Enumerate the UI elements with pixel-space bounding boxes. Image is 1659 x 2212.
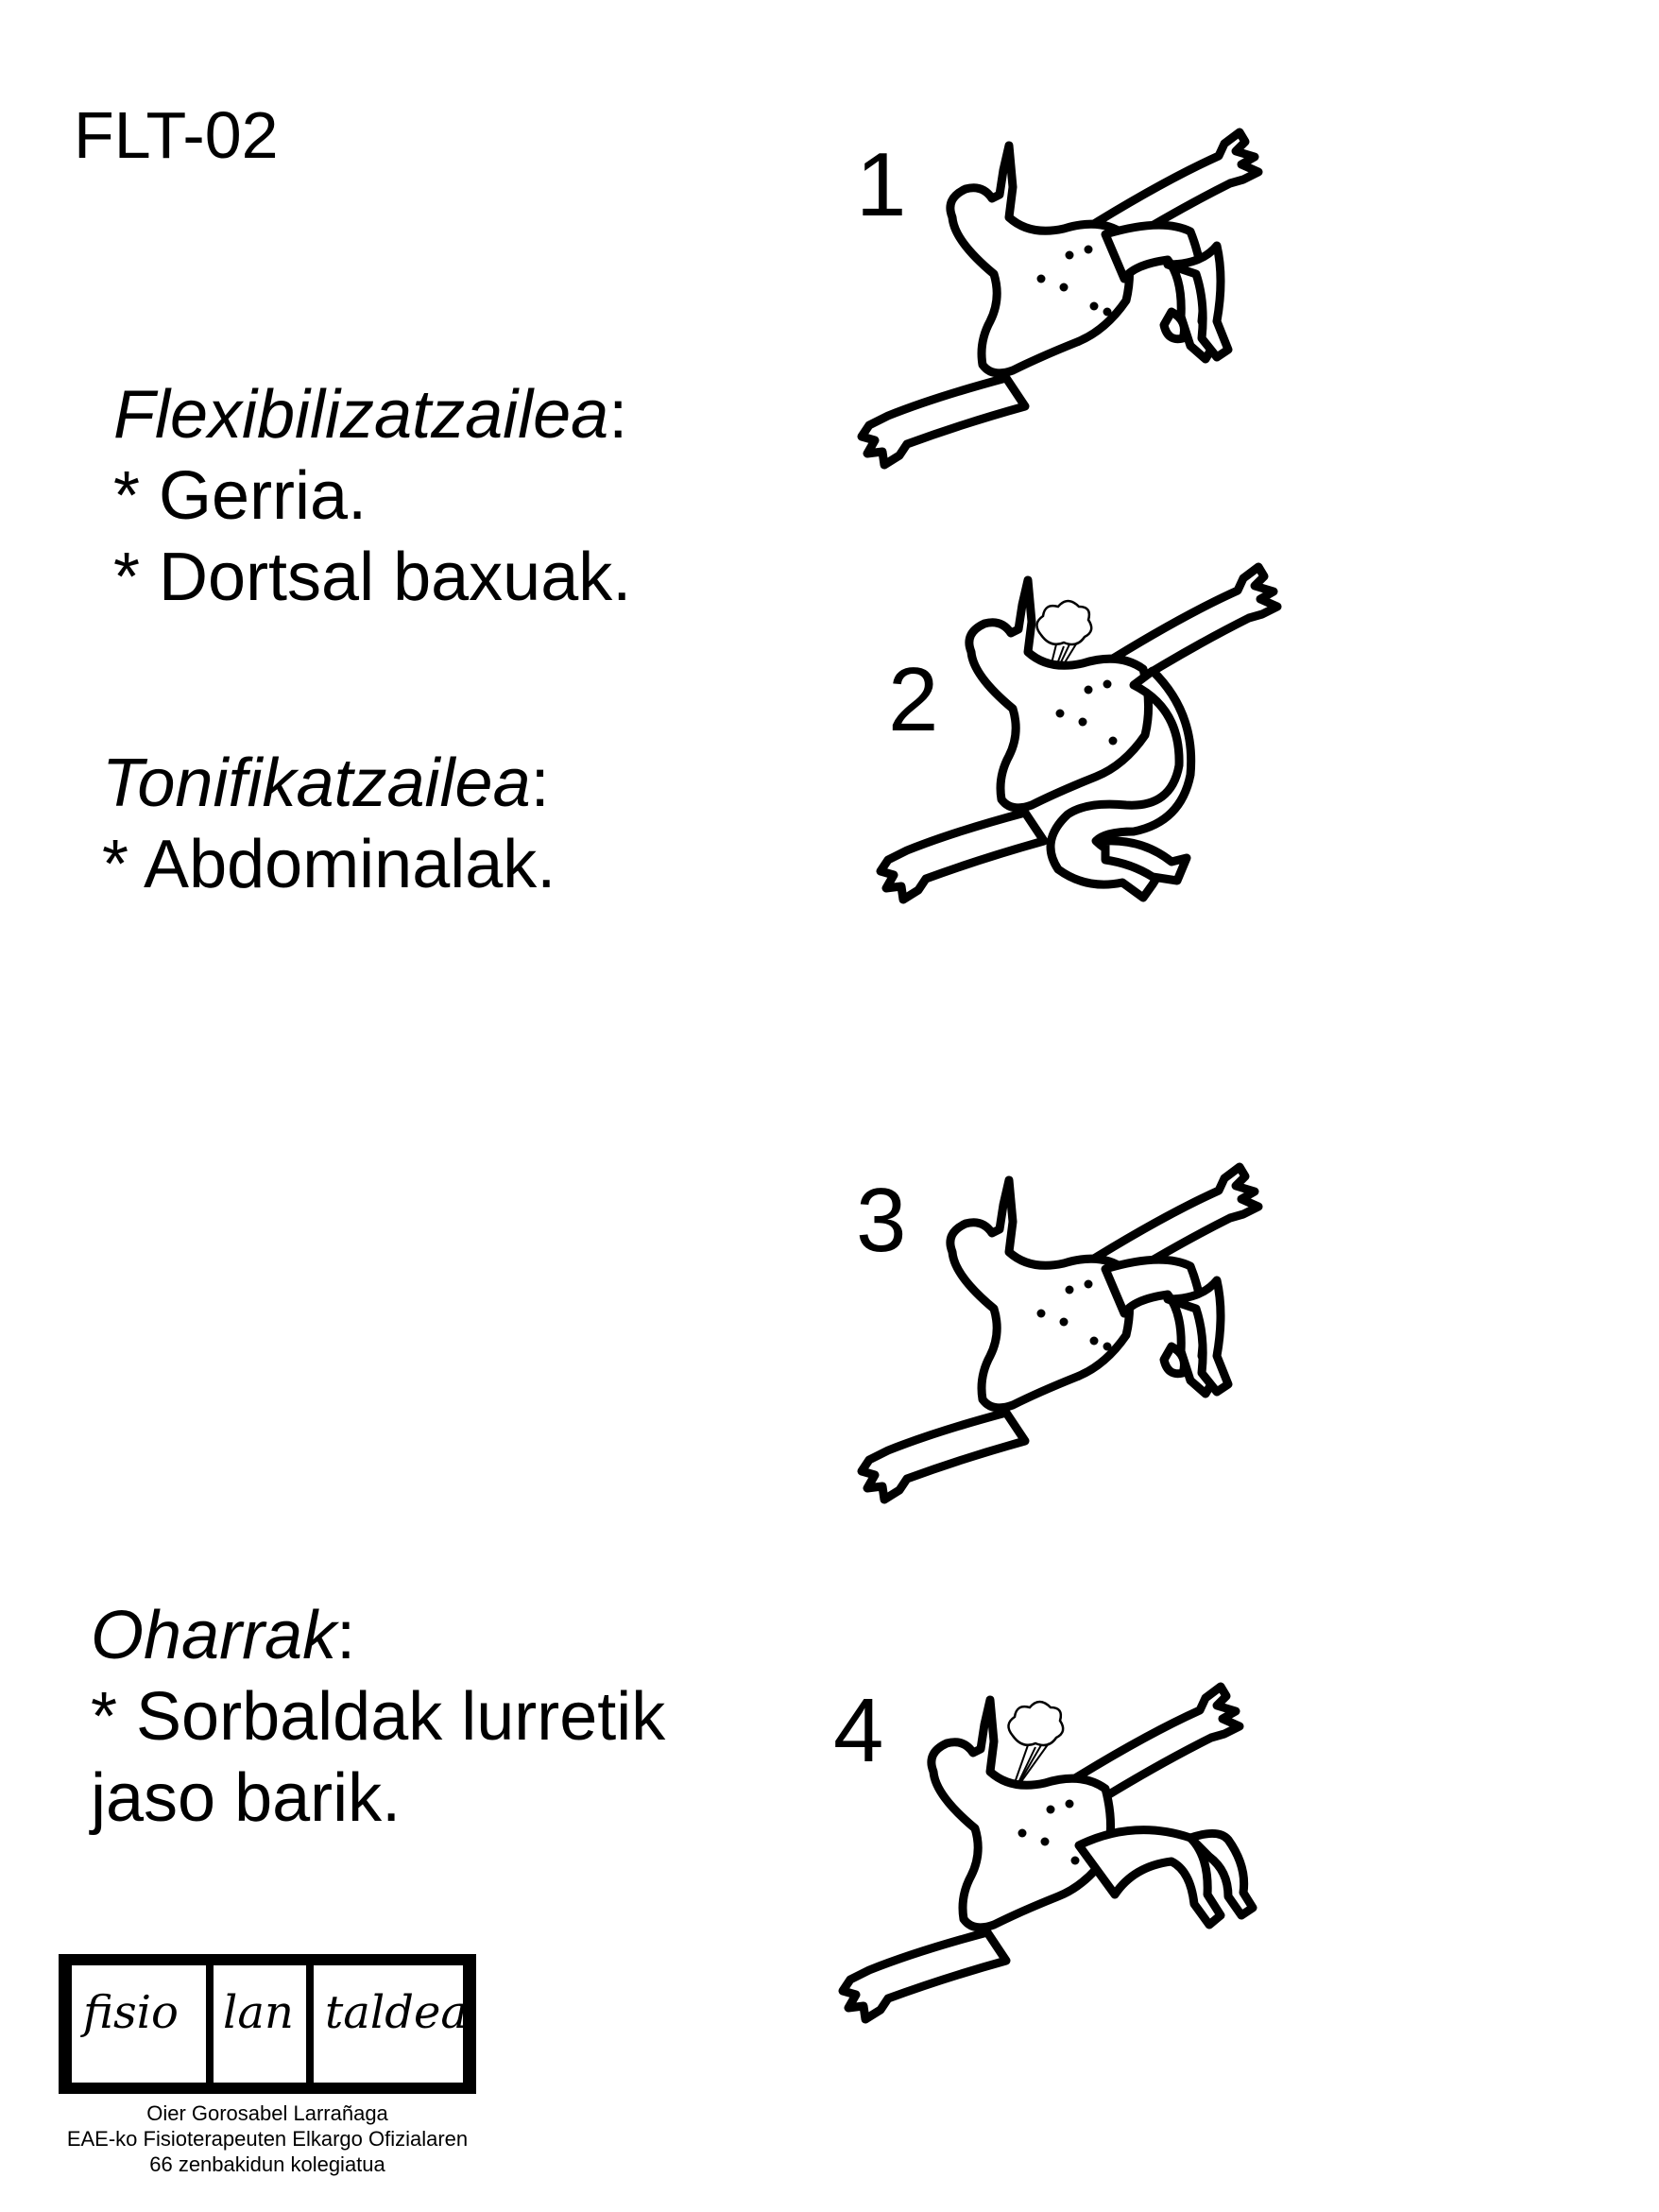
- toning-item: * Abdominalak.: [102, 827, 556, 902]
- notes-line: * Sorbaldak lurretik: [91, 1679, 666, 1755]
- step-number: 3: [856, 1170, 907, 1271]
- credit-line: EAE-ko Fisioterapeuten Elkargo Ofizialaren: [66, 2127, 469, 2151]
- flexibility-item: * Dortsal baxuak.: [113, 540, 632, 615]
- flexibility-item: * Gerria.: [113, 458, 368, 534]
- notes-line: jaso barik.: [91, 1760, 402, 1836]
- logo-word: lan: [223, 1986, 294, 2039]
- fisio-lan-taldea-logo: [59, 1954, 476, 2094]
- notes-heading: Oharrak: [91, 1598, 337, 1673]
- document-code: FLT-02: [74, 98, 279, 172]
- exercise-figure-step-3: [850, 1157, 1304, 1535]
- exercise-figure-step-4: [831, 1677, 1285, 2055]
- logo-word: taldea: [325, 1986, 469, 2039]
- toning-section: Tonifikatzailea: * Abdominalak.: [102, 743, 556, 905]
- flexibility-heading: Flexibilizatzailea: [113, 377, 609, 453]
- exercise-figure-step-1: [850, 123, 1304, 501]
- exercise-figure-step-2: [869, 557, 1323, 935]
- step-number: 1: [856, 134, 907, 235]
- notes-section: Oharrak: * Sorbaldak lurretik jaso barik.: [91, 1595, 665, 1839]
- step-number: 2: [888, 649, 939, 750]
- logo-word: fisio: [83, 1986, 179, 2039]
- toning-heading: Tonifikatzailea: [102, 746, 531, 821]
- flexibility-section: Flexibilizatzailea: * Gerria. * Dortsal baxuak.: [113, 374, 631, 618]
- step-number: 4: [833, 1680, 884, 1781]
- author-credit: [0, 2101, 535, 2177]
- credit-name: Oier Gorosabel Larrañaga: [146, 2101, 388, 2125]
- credit-line: 66 zenbakidun kolegiatua: [149, 2152, 385, 2176]
